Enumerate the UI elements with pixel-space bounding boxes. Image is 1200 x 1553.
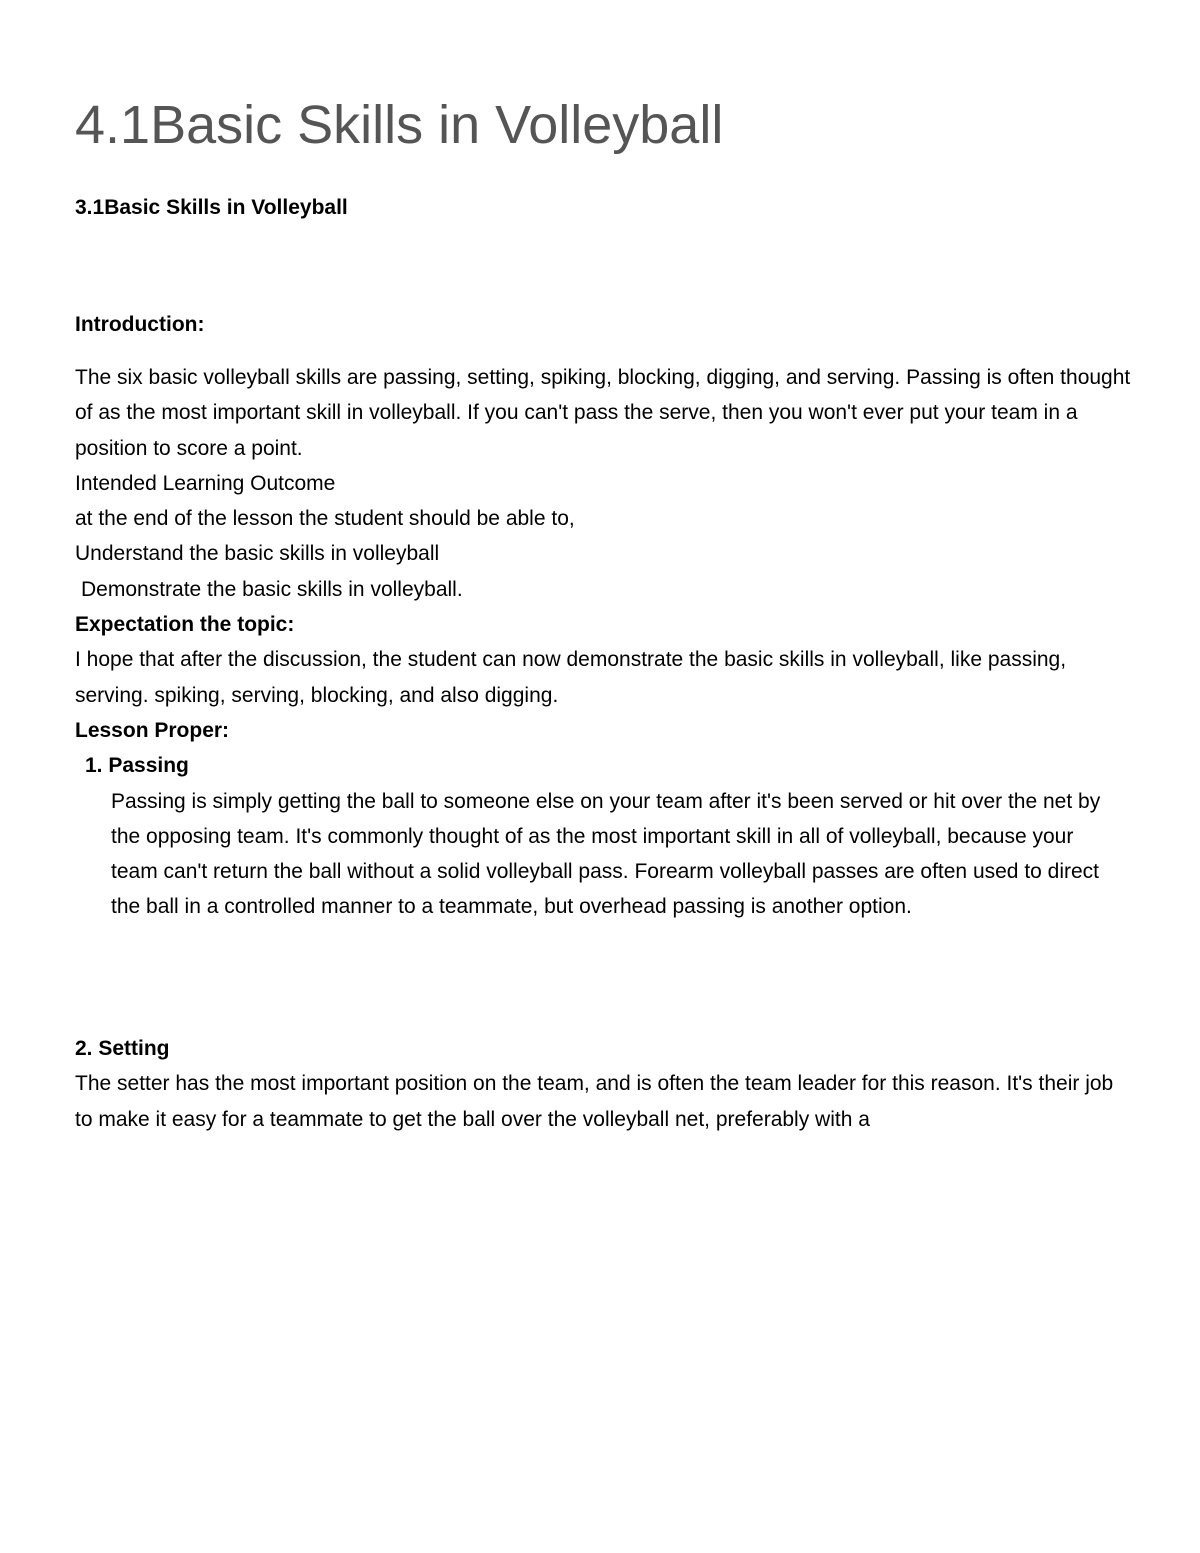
expectation-heading: Expectation the topic: (75, 613, 295, 637)
passing-heading: 1. Passing (85, 754, 189, 778)
document-title: 4.1Basic Skills in Volleyball (75, 95, 724, 155)
introduction-text: The six basic volleyball skills are passing, setting, spiking, blocking, digging, and serving. Passing is often thought of as the most important skill in volleyball. If you can't pass the serve, then you won't ever put your team in a position to score a point. (75, 366, 1131, 460)
lesson-proper-heading: Lesson Proper: (75, 718, 230, 742)
ilo-item: Understand the basic skills in volleyball (75, 542, 440, 566)
setting-section (75, 1031, 1135, 1137)
ilo-heading: Intended Learning Outcome (75, 471, 336, 495)
setting-text: The setter has the most important position on the team, and is often the team leader for this reason. It's their job to make it easy for a teammate to get the ball over the volleyball net, preferably with a (75, 1072, 1114, 1131)
expectation-text: I hope that after the discussion, the student can now demonstrate the basic skills in volleyball, like passing, serving. spiking, serving, blocking, and also digging. (75, 648, 1067, 707)
document-subtitle: 3.1Basic Skills in Volleyball (75, 196, 348, 219)
setting-heading: 2. Setting (75, 1037, 170, 1060)
passing-text: Passing is simply getting the ball to someone else on your team after it's been served or hit over the net by the opposing team. It's commonly thought of as the most important skill in all of volleyball, because your team can't return the ball without a solid volleyball pass. Forearm volleyball passes are often used to direct the ball in a controlled manner to a teammate, but overhead passing is another option. (111, 789, 1101, 919)
ilo-item: Demonstrate the basic skills in volleyball. (81, 577, 463, 601)
ilo-lead: at the end of the lesson the student should be able to, (75, 507, 575, 531)
introduction-heading: Introduction: (75, 313, 205, 336)
main-body (75, 360, 1135, 925)
